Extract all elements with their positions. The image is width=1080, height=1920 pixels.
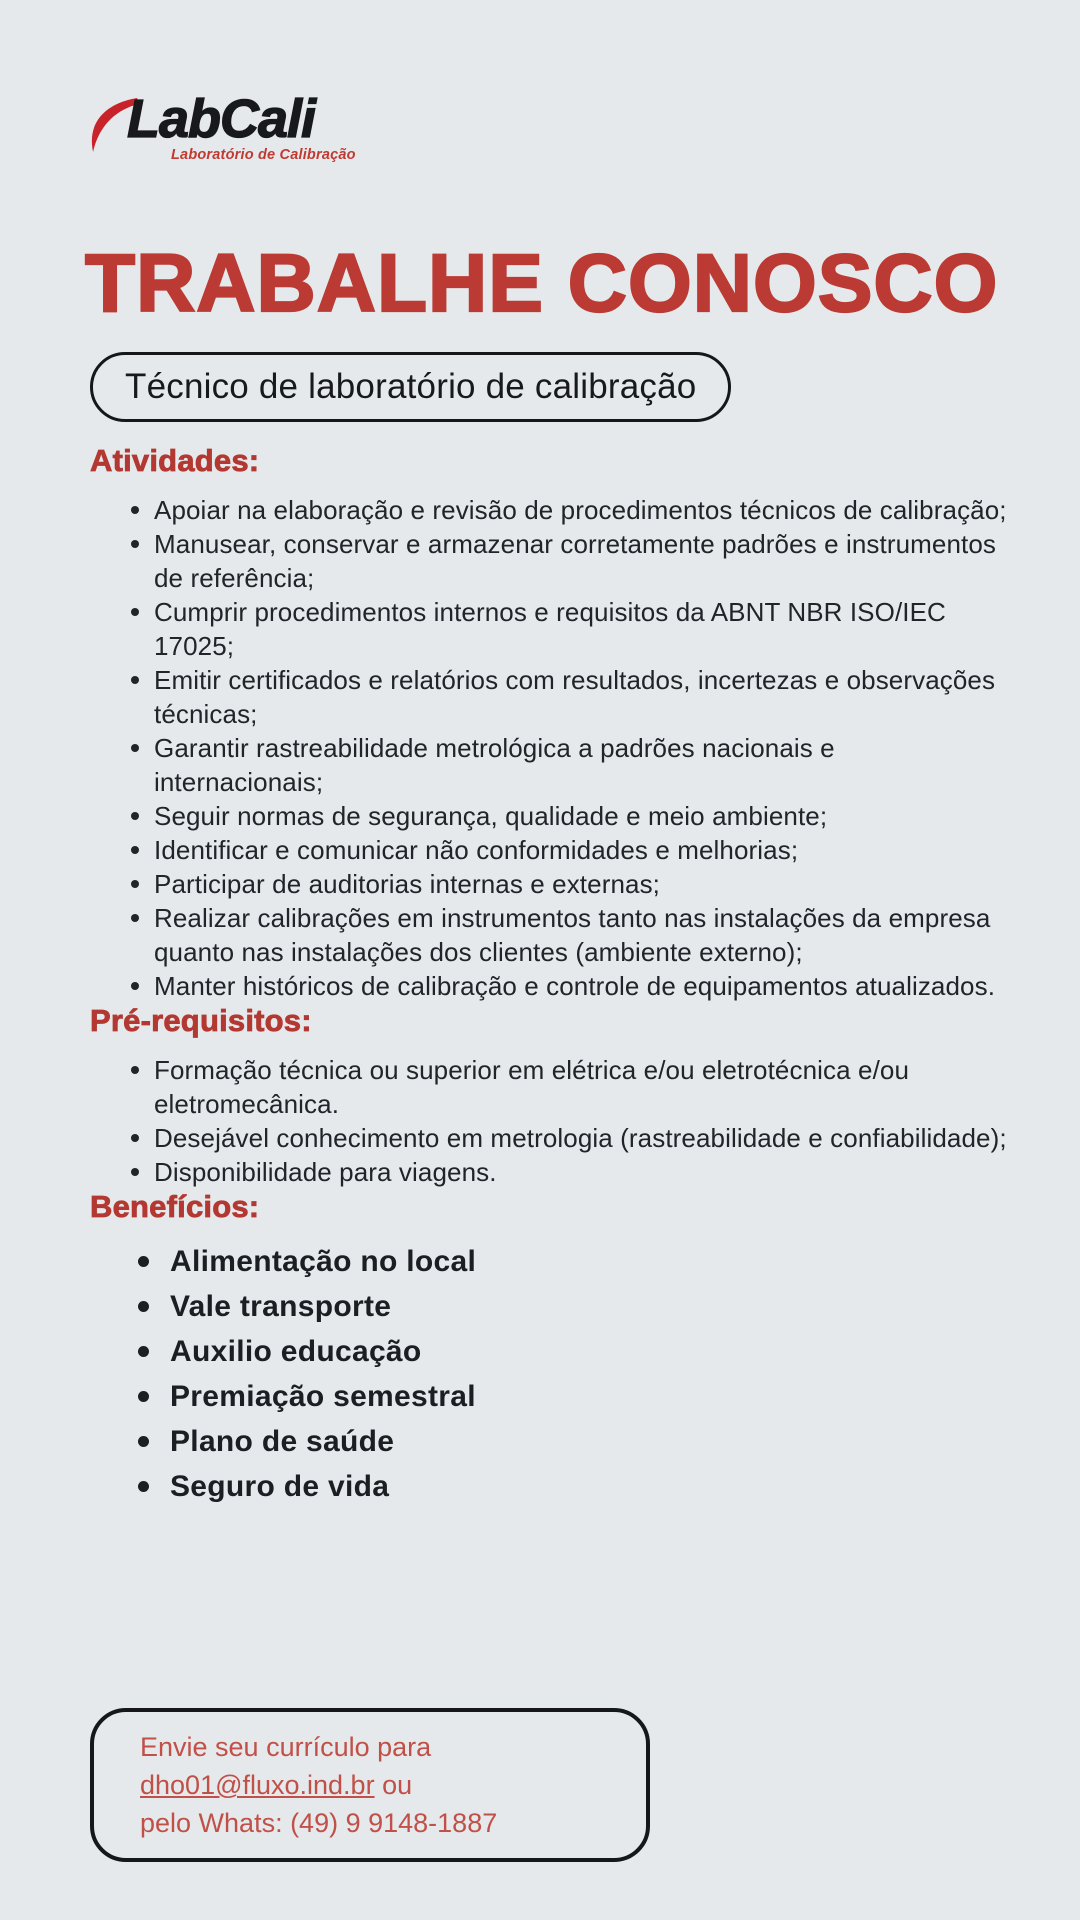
labcali-logo [85,89,356,163]
contact-box [90,1708,650,1862]
activity-item: Realizar calibrações em instrumentos tanto nas instalações da empresa quanto nas instalações dos clientes (ambiente externo); [130,901,1010,969]
beneficios-list [138,1239,1010,1509]
contact-intro-text: Envie seu currículo para [140,1732,432,1762]
benefit-item: Alimentação no local [138,1239,1010,1284]
section-heading-atividades: Atividades: [90,443,260,478]
logo-tagline: Laboratório de Calibração [171,147,356,163]
activity-item: Identificar e comunicar não conformidades e melhorias; [130,833,1010,867]
section-prerequisitos [90,1003,1010,1189]
benefit-item: Auxilio educação [138,1329,1010,1374]
activity-item: Participar de auditorias internas e externas; [130,867,1010,901]
section-atividades [90,443,1010,1003]
requirement-item: Disponibilidade para viagens. [130,1155,1010,1189]
logo-wordmark: LabCali [127,89,316,149]
requirement-item: Formação técnica ou superior em elétrica e/ou eletrotécnica e/ou eletromecânica. [130,1053,1010,1121]
activity-item: Garantir rastreabilidade metrológica a padrões nacionais e internacionais; [130,731,1010,799]
activity-item: Apoiar na elaboração e revisão de procedimentos técnicos de calibração; [130,493,1010,527]
section-heading-beneficios: Benefícios: [90,1189,260,1224]
activity-item: Cumprir procedimentos internos e requisitos da ABNT NBR ISO/IEC 17025; [130,595,1010,663]
benefit-item: Premiação semestral [138,1374,1010,1419]
contact-line-1 [140,1728,628,1804]
activity-item: Manter históricos de calibração e controle de equipamentos atualizados. [130,969,1010,1003]
activity-item: Emitir certificados e relatórios com resultados, incertezas e observações técnicas; [130,663,1010,731]
section-heading-prerequisitos: Pré-requisitos: [90,1003,312,1038]
contact-after-email-text: ou [374,1770,413,1800]
atividades-list [130,493,1010,1003]
page-title: TRABALHE CONOSCO [85,238,999,329]
benefit-item: Plano de saúde [138,1419,1010,1464]
activity-item: Manusear, conservar e armazenar corretamente padrões e instrumentos de referência; [130,527,1010,595]
benefit-item: Seguro de vida [138,1464,1010,1509]
whatsapp-text: pelo Whats: (49) 9 9148-1887 [140,1808,498,1838]
activity-item: Seguir normas de segurança, qualidade e meio ambiente; [130,799,1010,833]
content-area [90,443,1010,1509]
section-beneficios [90,1189,1010,1509]
prerequisitos-list [130,1053,1010,1189]
email-link[interactable]: dho01@fluxo.ind.br [140,1770,375,1800]
job-title-pill: Técnico de laboratório de calibração [90,352,731,422]
requirement-item: Desejável conhecimento em metrologia (rastreabilidade e confiabilidade); [130,1121,1010,1155]
benefit-item: Vale transporte [138,1284,1010,1329]
